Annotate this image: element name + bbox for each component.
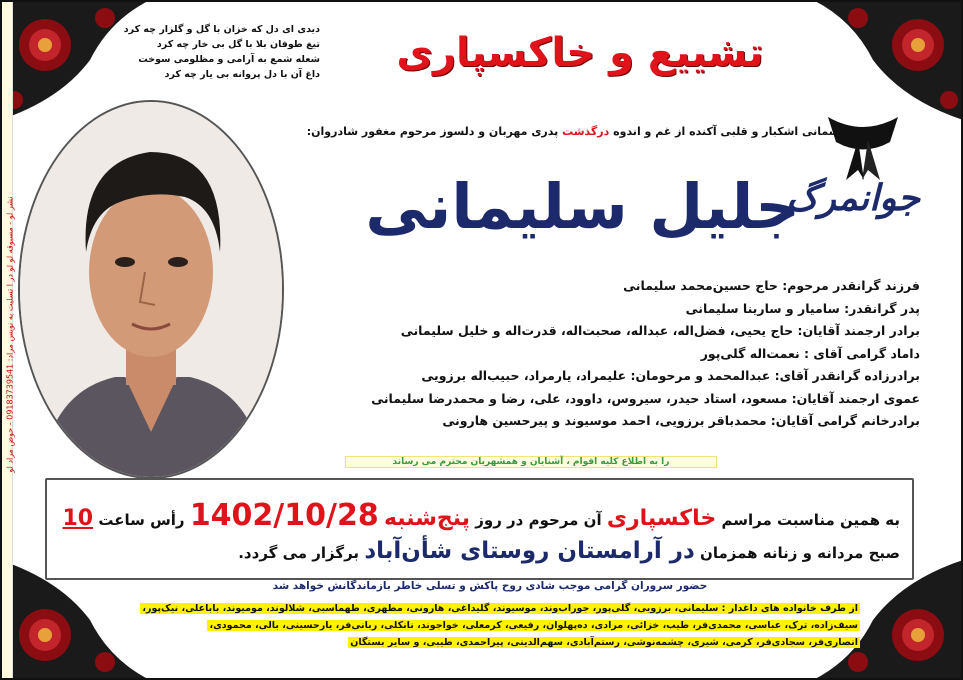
families-text: انصاری‌فر، سجادی‌فر، کرمی، شیری، چشمه‌نوشی، رستم‌آبادی، سهم‌الدینی، پیراحمدی، طیبی، و سایر بستگان [350, 637, 858, 648]
relative-row: فرزند گرانقدر مرحوم: حاج حسین‌محمد سلیمانی [623, 278, 920, 293]
relative-row: پدر گرانقدر: سامیار و سارینا سلیمانی [685, 300, 920, 316]
ceremony-weekday: پنج‌شنبه [383, 506, 470, 531]
ceremony-hour: 10 [62, 506, 94, 531]
ceremony-text: رأس ساعت [98, 511, 185, 529]
ceremony-text: برگزار می گردد. [238, 544, 360, 562]
intro-before: با چشمانی اشکبار و قلبی آکنده از غم و اندوه [613, 125, 860, 138]
families-text: از طرف خانواده های داغدار : سلیمانی، برزویی، گلی‌پور، جوراب‌وند، موسیوند، گلیداغی، هارونی، مطهری، طهماسبی، شلالوند، مومیوند، باباعلی، نیک‌پور، [142, 603, 858, 614]
intro-highlight: درگذشت [562, 125, 610, 138]
honor-line: حضور سروران گرامی موجب شادی روح پاکش و تسلی خاطر بازماندگانش خواهد شد [272, 580, 708, 592]
ceremony-date: 1402/10/28 [189, 498, 379, 533]
relative-row: برادرخانم گرامی آقایان: محمدباقر برزویی، احمد موسیوند و پیرحسین هارونی [442, 413, 920, 428]
relative-row: برادر ارجمند آقایان: حاج یحیی، فضل‌اله، عبداله، صحبت‌اله، قدرت‌اله و خلیل سلیمانی [400, 323, 920, 338]
ceremony-type: خاکسپاری [606, 506, 717, 531]
deceased-name: جلیل سلیمانی [365, 170, 800, 243]
ceremony-text: آن مرحوم در روز [475, 511, 602, 529]
ceremony-location: در آرامستان روستای شأن‌آباد [364, 538, 695, 564]
ceremony-text: صبح مردانه و زنانه همزمان [700, 544, 900, 562]
publisher-credit-text: نشر لو - مسبوقه لو لو در ا تسلیت به نویس مراد: 09183739541 - حوض مراد لو [5, 196, 15, 473]
poem-line: شعله شمع به آرامی و مظلومی سوخت [138, 54, 320, 65]
epithet-label: جوانمرگ [786, 178, 920, 219]
families-text: سیف‌زاده، ترک، عباسی، محمدی‌فر، طیب، خزائی، مرادی، ده‌پهلوان، رفیعی، کرمعلی، خواجوند، نانکلی، ربانی‌فر، یارحسینی، بالی، محمودی، [209, 620, 858, 631]
poster-title: تشییع و خاکسپاری [396, 30, 764, 76]
relative-row: برادرزاده گرانقدر آقای: عبدالمحمد و مرحومان: علیمراد، یارمراد، حبیب‌اله برزویی [421, 368, 920, 383]
relative-row: داماد گرامی آقای : نعمت‌اله گلی‌پور [700, 345, 920, 361]
ceremony-text: به همین مناسبت مراسم [721, 511, 900, 529]
poem-line: دیدی ای دل که خزان با گل و گلزار چه کرد [123, 24, 320, 35]
poem-line: تیغ طوفان بلا با گل بی خار چه کرد [156, 39, 320, 50]
announcement-notice: را به اطلاع کلیه اقوام ، آشنایان و همشهریان محترم می رساند [345, 456, 717, 468]
poem-line: داغ آن با دل پروانه بی یار چه کرد [164, 69, 320, 80]
relative-row: عموی ارجمند آقایان: مسعود، استاد حیدر، سیروس، داوود، علی، رضا و محمدرضا سلیمانی [371, 390, 920, 406]
intro-after: پدری مهربان و دلسوز مرحوم مغفور شادروان: [306, 125, 559, 138]
